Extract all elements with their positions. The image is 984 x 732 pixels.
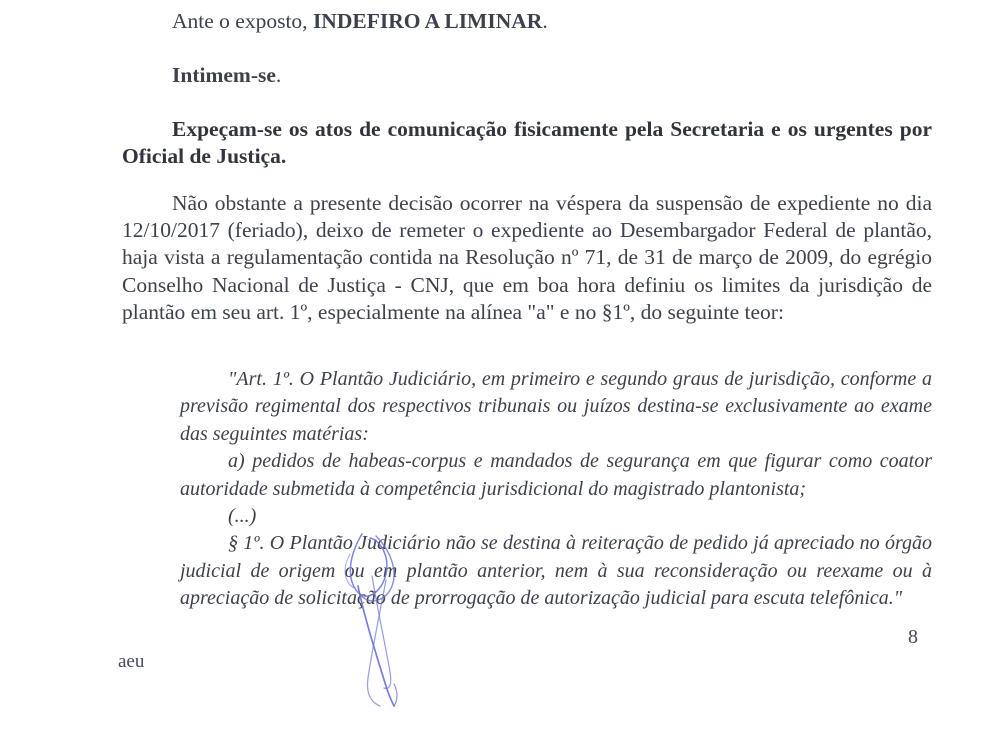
- page-number: 8: [908, 626, 918, 648]
- paragraph-trailing: .: [542, 9, 548, 33]
- paragraph-ante-o-exposto: [122, 8, 932, 35]
- paragraph-text: Expeçam-se os atos de comunicação fisicamente pela Secretaria e os urgentes por Oficial de Justiça.: [122, 117, 932, 169]
- scan-edge: [0, 0, 984, 2]
- quotation-item-a: a) pedidos de habeas-corpus e mandados de segurança em que figurar como coator autoridade submetida à competência jurisdicional do magistrado plantonista;: [180, 450, 932, 500]
- quotation-paragraph-1: § 1º. O Plantão Judiciário não se destina à reiteração de pedido já apreciado no órgão judicial de origem ou em plantão anterior, nem à sua reconsideração ou reexame ou à apreciação de solicitação de prorrogação de autorização judicial para escuta telefônica.": [180, 532, 932, 610]
- quotation-block: [180, 366, 932, 613]
- paragraph-intimem-se: [122, 62, 932, 89]
- intimem-se-emphasis: Intimem-se: [172, 63, 276, 87]
- quotation-article-1: "Art. 1º. O Plantão Judiciário, em primeiro e segundo graus de jurisdição, conforme a previsão regimental dos respectivos tribunais ou juízos destina-se exclusivamente ao exame das seguintes matérias:: [180, 368, 932, 445]
- paragraph-trailing: .: [275, 63, 282, 87]
- decision-emphasis: INDEFIRO A LIMINAR: [312, 9, 543, 33]
- paragraph-lead-text: Ante o exposto,: [172, 9, 313, 33]
- footer-initials: aeu: [118, 651, 145, 672]
- quotation-ellipsis: (...): [228, 505, 257, 528]
- paragraph-text: [122, 62, 932, 89]
- paragraph-expecam-se: [122, 116, 932, 170]
- paragraph-nao-obstante: [122, 190, 932, 326]
- paragraph-text: Não obstante a presente decisão ocorrer na véspera da suspensão de expediente no dia 12/10/2017 (feriado), deixo de remeter o expediente ao Desembargador Federal de plantão, haja vista a regulamentação contida na Resolução nº 71, de 31 de março de 2009, do egrégio Conselho Nacional de Justiça - CNJ, que em boa hora definiu os limites da jurisdição de plantão em seu art. 1º, especialmente na alínea "a" e no §1º, do seguinte teor:: [122, 191, 932, 324]
- paragraph-text: [122, 8, 932, 35]
